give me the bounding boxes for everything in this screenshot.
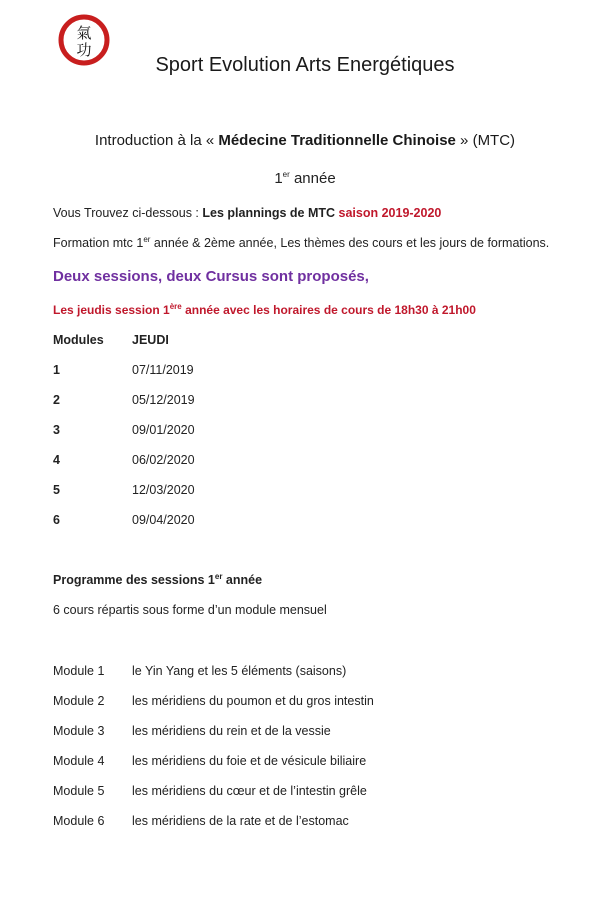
schedule-module-number: 4: [53, 453, 60, 467]
year-text: année: [289, 170, 336, 187]
thursday-sup: ère: [169, 302, 182, 311]
module-topic: les méridiens du foie et de vésicule biliaire: [132, 754, 367, 768]
logo-glyph-top: 氣: [76, 24, 92, 42]
module-label: Module 4: [53, 754, 105, 768]
module-label: Module 1: [53, 664, 105, 678]
logo-glyph-bottom: 功: [76, 41, 92, 59]
module-topic: le Yin Yang et les 5 éléments (saisons): [132, 664, 347, 678]
year-num: 1: [274, 170, 283, 187]
programme-title-sup: er: [214, 571, 223, 581]
formation-suffix: année & 2ème année, Les thèmes des cours et les jours de formations.: [150, 236, 550, 250]
schedule-module-number: 3: [53, 423, 60, 437]
year-heading: [0, 170, 610, 187]
programme-title-suffix: année: [222, 573, 263, 587]
plannings-bold: Les plannings de MTC: [202, 206, 339, 220]
module-label: Module 6: [53, 814, 105, 828]
programme-title: [53, 573, 262, 587]
module-topic: les méridiens du poumon et du gros intestin: [132, 694, 374, 708]
sessions-heading: Deux sessions, deux Cursus sont proposés,: [53, 268, 369, 285]
season-label: saison 2019-2020: [338, 206, 442, 220]
year-sup: er: [282, 170, 290, 179]
schedule-module-number: 2: [53, 393, 60, 407]
schedule-module-number: 1: [53, 363, 60, 377]
schedule-date: 09/04/2020: [132, 513, 195, 527]
module-label: Module 2: [53, 694, 105, 708]
schedule-header-day: JEUDI: [132, 333, 169, 347]
formation-line: [53, 236, 549, 250]
page-title: Sport Evolution Arts Energétiques: [155, 54, 455, 76]
module-label: Module 3: [53, 724, 105, 738]
thursday-prefix: Les jeudis session 1: [53, 303, 170, 317]
intro-prefix: Introduction à la «: [94, 132, 219, 149]
thursday-suffix: année avec les horaires de cours de 18h30 à 21h00: [181, 303, 476, 317]
schedule-date: 09/01/2020: [132, 423, 195, 437]
schedule-date: 12/03/2020: [132, 483, 195, 497]
programme-title-prefix: Programme des sessions 1: [53, 573, 215, 587]
module-label: Module 5: [53, 784, 105, 798]
module-topic: les méridiens du cœur et de l’intestin grêle: [132, 784, 367, 798]
schedule-module-number: 5: [53, 483, 60, 497]
formation-sup: er: [143, 234, 151, 244]
module-topic: les méridiens de la rate et de l’estomac: [132, 814, 349, 828]
programme-description: 6 cours répartis sous forme d’un module mensuel: [53, 603, 327, 617]
thursday-session-line: [53, 303, 476, 317]
schedule-date: 05/12/2019: [132, 393, 195, 407]
intro-bold: Médecine Traditionnelle Chinoise: [218, 132, 456, 149]
module-topic: les méridiens du rein et de la vessie: [132, 724, 331, 738]
plannings-prefix: Vous Trouvez ci-dessous :: [53, 206, 203, 220]
schedule-module-number: 6: [53, 513, 60, 527]
schedule-date: 07/11/2019: [132, 363, 194, 377]
plannings-line: [53, 206, 441, 220]
intro-suffix: » (MTC): [455, 132, 516, 149]
schedule-date: 06/02/2020: [132, 453, 195, 467]
formation-prefix: Formation mtc 1: [53, 236, 144, 250]
intro-title: [0, 132, 610, 149]
schedule-header-modules: Modules: [53, 333, 104, 347]
